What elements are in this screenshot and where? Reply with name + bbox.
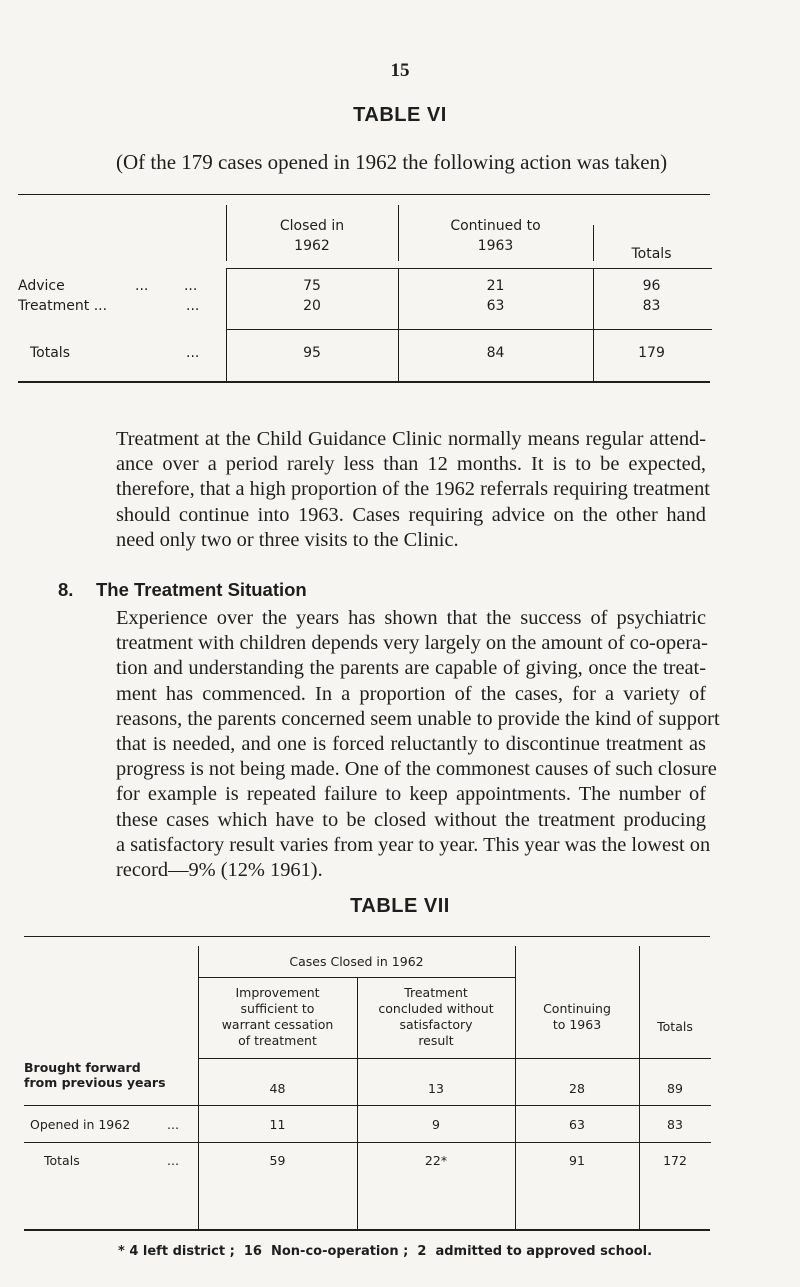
text-line: progress is not being made. One of the commonest causes of such closure xyxy=(116,758,717,781)
table-vi-title: TABLE VI xyxy=(353,104,447,126)
header-treatment-line: result xyxy=(418,1033,454,1048)
cell-totals-continued: 84 xyxy=(486,345,505,361)
header-closed-line2: 1962 xyxy=(294,238,330,254)
header-improvement-line: of treatment xyxy=(238,1033,317,1048)
table-vii-title: TABLE VII xyxy=(350,895,450,917)
row-dots: ... ... xyxy=(135,278,198,294)
row-dots: ... xyxy=(167,1153,179,1168)
text-line: record—9% (12% 1961). xyxy=(116,859,323,882)
text-line: tion and understanding the parents are capable of giving, once the treat- xyxy=(116,657,706,680)
cell-treatment-total: 83 xyxy=(642,298,661,314)
cell-totals-treatment: 22* xyxy=(424,1153,448,1168)
table-vii-top-rule xyxy=(24,936,710,937)
cell-advice-total: 96 xyxy=(642,278,661,294)
cell-treatment-closed: 20 xyxy=(303,298,321,314)
text-line: that is needed, and one is forced reluctantly to discontinue treatment as xyxy=(116,733,706,756)
text-line: need only two or three visits to the Clinic. xyxy=(116,528,459,551)
text-line: reasons, the parents concerned seem unable to provide the kind of support xyxy=(116,707,720,730)
cell-brought-continuing: 28 xyxy=(569,1081,585,1096)
table-vii-bottom-rule xyxy=(24,1229,710,1231)
cell-totals-improvement: 59 xyxy=(269,1153,286,1168)
header-closed-line1: Closed in xyxy=(279,218,345,234)
text-line: for example is repeated failure to keep appointments. The number of xyxy=(116,783,706,806)
page-number: 15 xyxy=(390,60,410,81)
cell-totals-closed: 95 xyxy=(303,345,321,361)
row-label: Advice xyxy=(18,278,65,294)
cell-brought-total: 89 xyxy=(667,1081,683,1096)
text-line: a satisfactory result varies from year to year. This year was the lowest on xyxy=(116,833,711,856)
row-dots: ... xyxy=(167,1117,179,1132)
table-vii-row-rule xyxy=(24,1105,711,1106)
header-totals: Totals xyxy=(631,246,672,262)
header-continued-line2: 1963 xyxy=(477,238,514,254)
row-label: Brought forward xyxy=(24,1060,141,1075)
text-line: Experience over the years has shown that the success of psychiatric xyxy=(116,607,706,629)
section-number: 8. xyxy=(58,579,74,600)
header-treatment-line: Treatment xyxy=(404,985,468,1000)
header-totals: Totals xyxy=(657,1019,693,1034)
cell-totals-total: 172 xyxy=(663,1153,687,1168)
row-dots: ... xyxy=(186,345,200,361)
cell-totals-continuing: 91 xyxy=(569,1153,585,1168)
header-treatment-line: satisfactory xyxy=(399,1017,473,1032)
section-title: The Treatment Situation xyxy=(96,579,307,600)
cell-opened-improvement: 11 xyxy=(269,1117,286,1132)
cell-opened-continuing: 63 xyxy=(569,1117,585,1132)
header-cases-closed: Cases Closed in 1962 xyxy=(289,954,424,969)
header-treatment-line: concluded without xyxy=(378,1001,494,1016)
text-line: Treatment at the Child Guidance Clinic normally means regular attend- xyxy=(116,428,706,450)
cell-totals-total: 179 xyxy=(638,345,665,361)
table-vii-header-rule xyxy=(198,1058,711,1059)
text-line: these cases which have to be closed without the treatment producing xyxy=(116,808,706,831)
table-vii-row-rule xyxy=(24,1142,711,1143)
header-continuing-line: to 1963 xyxy=(552,1017,602,1032)
cell-brought-treatment: 13 xyxy=(428,1081,444,1096)
text-line: therefore, that a high proportion of the 1962 referrals requiring treatment xyxy=(116,478,710,501)
totals-label: Totals xyxy=(30,345,70,361)
cell-advice-continued: 21 xyxy=(486,278,505,294)
cell-treatment-continued: 63 xyxy=(486,298,505,314)
table-vii-group-rule xyxy=(198,977,515,978)
cell-brought-improvement: 48 xyxy=(269,1081,286,1096)
row-label: Treatment ... xyxy=(18,298,108,314)
header-continuing-line: Continuing xyxy=(543,1001,611,1016)
header-improvement-line: warrant cessation xyxy=(221,1017,334,1032)
table-vi-intro: (Of the 179 cases opened in 1962 the following action was taken) xyxy=(116,150,668,174)
row-label: from previous years xyxy=(24,1075,166,1090)
text-line: ment has commenced. In a proportion of the cases, for a variety of xyxy=(116,682,706,705)
header-improvement-line: Improvement xyxy=(235,985,320,1000)
text-line: ance over a period rarely less than 12 months. It is to be expected, xyxy=(116,453,706,476)
totals-label: Totals xyxy=(44,1153,80,1168)
text-line: treatment with children depends very largely on the amount of co-opera- xyxy=(116,632,708,655)
cell-opened-treatment: 9 xyxy=(432,1117,440,1132)
header-improvement-line: sufficient to xyxy=(240,1001,315,1016)
text-line: should continue into 1963. Cases requiring advice on the other hand xyxy=(116,503,706,526)
cell-advice-closed: 75 xyxy=(303,278,321,294)
header-continued-line1: Continued to xyxy=(450,218,541,234)
row-label: Opened in 1962 xyxy=(30,1117,131,1132)
cell-opened-total: 83 xyxy=(667,1117,683,1132)
row-dots: ... xyxy=(186,298,200,314)
table-vii-footnote: * 4 left district ; 16 Non-co-operation ; 2 admitted to approved school. xyxy=(118,1244,653,1259)
